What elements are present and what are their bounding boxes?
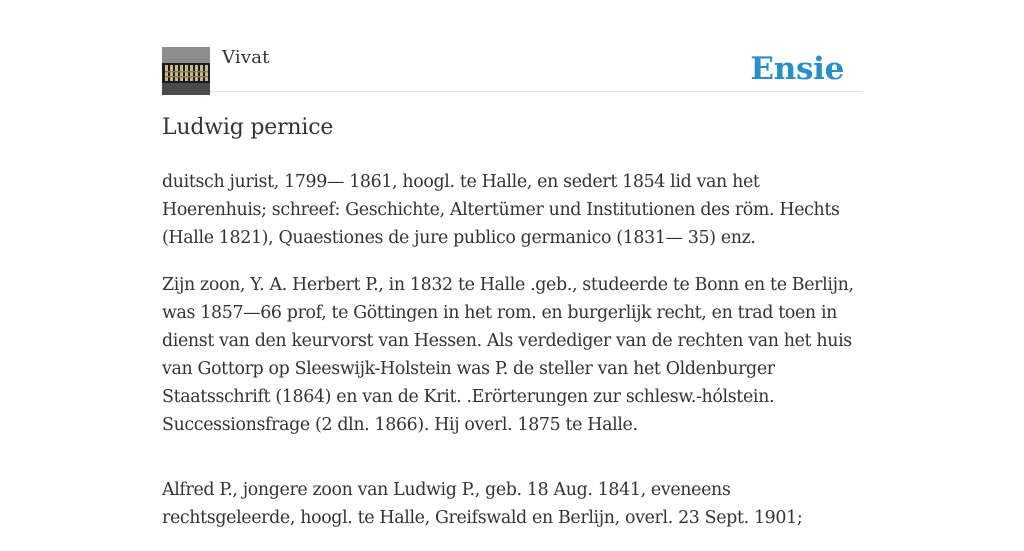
site-header	[162, 46, 862, 92]
source-name[interactable]: Vivat	[222, 47, 270, 68]
article-paragraph: duitsch jurist, 1799— 1861, hoogl. te Halle, en sedert 1854 lid van het Hoerenhuis; schreef: Geschichte, Altertümer und Institutionen des röm. Hechts (Halle 1821), Quaestiones de jure publico germanico (1831— 35) enz.	[162, 172, 840, 248]
source-avatar[interactable]	[162, 47, 210, 95]
article-paragraph: Zijn zoon, Y. A. Herbert P., in 1832 te Halle .geb., studeerde te Bonn en te Berlijn, was 1857—66 prof, te Göttingen in het rom. en burgerlijk recht, en trad toen in dienst van den keurvorst van Hessen. Als verdediger van de rechten van het huis van Gottorp op Sleeswijk-Holstein was P. de steller van het Oldenburger Staatsschrift (1864) en van de Krit. .Erörterungen zur schlesw.-hólstein. Successionsfrage (2 dln. 1866). Hij overl. 1875 te Halle.	[162, 275, 854, 435]
brand-logo[interactable]: Ensie	[750, 51, 844, 87]
article-paragraph: Alfred P., jongere zoon van Ludwig P., geb. 18 Aug. 1841, eveneens rechtsgeleerde, hoogl. te Halle, Greifswald en Berlijn, overl. 23 Sept. 1901;	[162, 480, 803, 528]
book-spines-avatar-icon	[162, 47, 210, 95]
article-body	[162, 168, 862, 551]
article-title: Ludwig pernice	[162, 115, 334, 140]
